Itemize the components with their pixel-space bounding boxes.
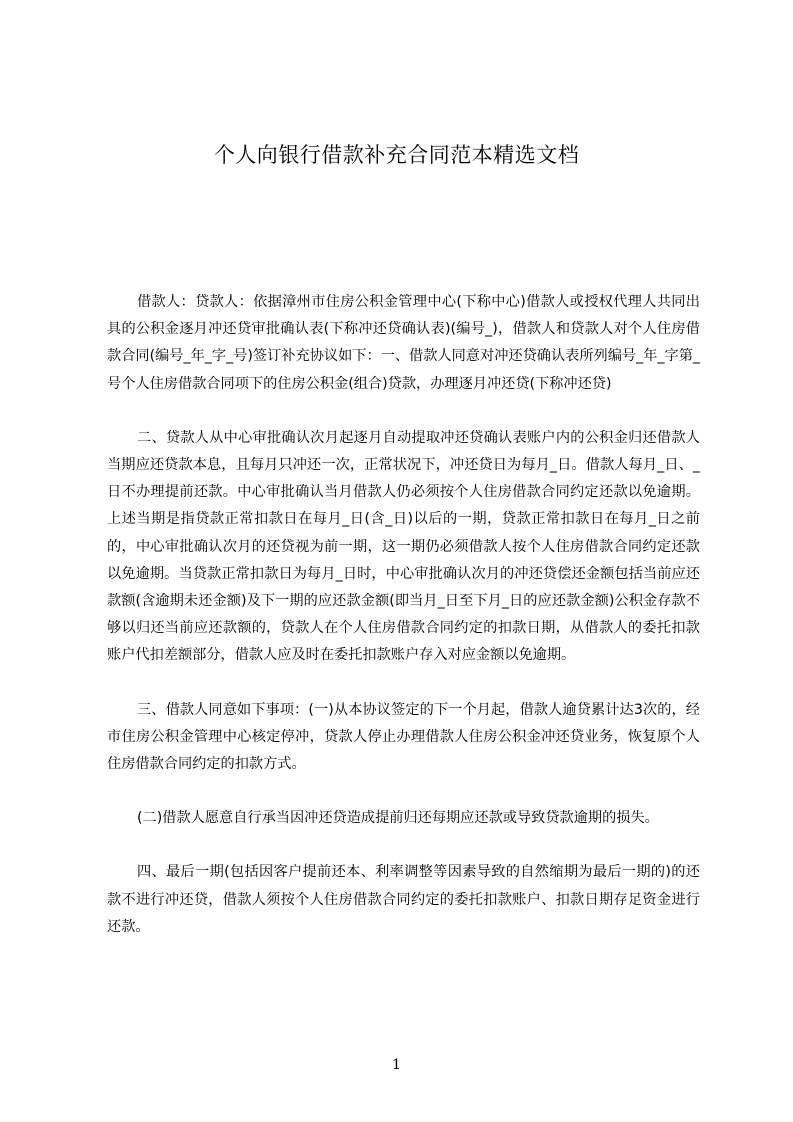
document-title: 个人向银行借款补充合同范本精选文档 <box>213 143 580 167</box>
paragraph-clause-2: 二、贷款人从中心审批确认次月起逐月自动提取冲还贷确认表账户内的公积金归还借款人当期应还贷款本息，且每月只冲还一次，正常状况下，冲还贷日为每月_日。借款人每月_日、_日不办理提前还款。中心审批确认当月借款人仍必须按个人住房借款合同约定还款以免逾期。上述当期是指贷款正常扣款日在每月_日(含_日)以后的一期，贷款正常扣款日在每月_日之前的，中心审批确认次月的还贷视为前一期，这一期仍必须借款人按个人住房借款合同约定还款以免逾期。当贷款正常扣款日为每月_日时，中心审批确认次月的冲还贷偿还金额包括当前应还款额(含逾期未还金额)及下一期的应还款金额(即当月_日至下月_日的应还款金额)公积金存款不够以归还当前应还款额的，贷款人在个人住房借款合同约定的扣款日期，从借款人的委托扣款账户代扣差额部分，借款人应及时在委托扣款账户存入对应金额以免逾期。 <box>107 429 700 664</box>
paragraph-intro: 借款人：贷款人：依据漳州市住房公积金管理中心(下称中心)借款人或授权代理人共同出具的公积金逐月冲还贷审批确认表(下称冲还贷确认表)(编号_)，借款人和贷款人对个人住房借款合同(编号_年_字_号)签订补充协议如下：一、借款人同意对冲还贷确认表所列编号_年_字第_号个人住房借款合同项下的住房公积金(组合)贷款，办理逐月冲还贷(下称冲还贷) <box>107 294 700 392</box>
document-body <box>107 289 700 968</box>
paragraph-clause-4: 四、最后一期(包括因客户提前还本、利率调整等因素导致的自然缩期为最后一期的)的还款不进行冲还贷，借款人须按个人住房借款合同约定的委托扣款账户、扣款日期存足资金进行还款。 <box>107 864 700 935</box>
paragraph-clause-3-2: (二)借款人愿意自行承当因冲还贷造成提前归还每期应还款或导致贷款逾期的损失。 <box>137 810 659 827</box>
page-number: 1 <box>392 1057 401 1073</box>
paragraph-clause-3: 三、借款人同意如下事项：(一)从本协议签定的下一个月起，借款人逾贷累计达3次的，经市住房公积金管理中心核定停冲，贷款人停止办理借款人住房公积金冲还贷业务，恢复原个人住房借款合同约定的扣款方式。 <box>107 701 700 773</box>
